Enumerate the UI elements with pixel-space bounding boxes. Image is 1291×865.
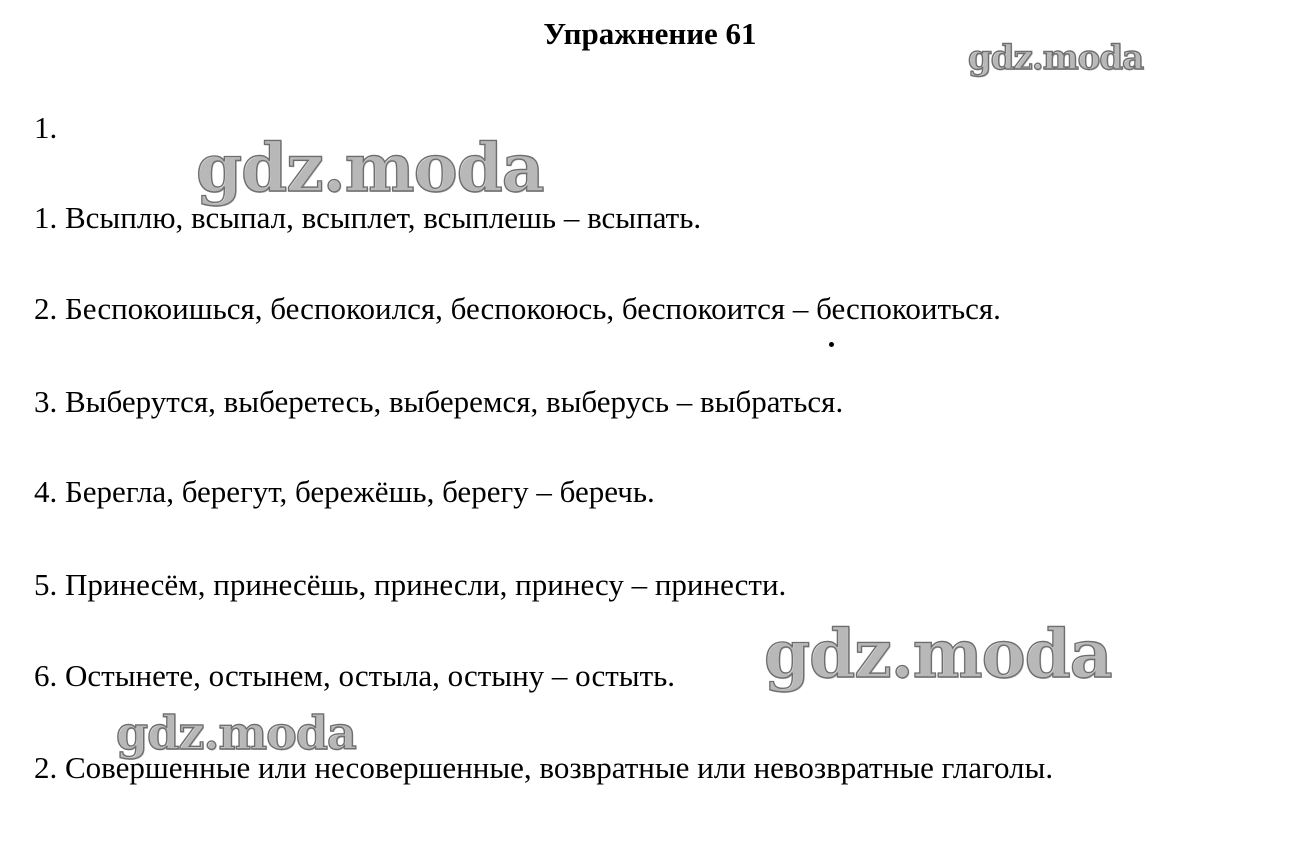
page-title: Упражнение 61	[543, 16, 757, 51]
part-2-answer: 2. Совершенные или несовершенные, возвратные или невозвратные глаголы.	[34, 750, 1054, 785]
watermark-logo: gdz.moda	[196, 129, 544, 207]
answer-item-4: 4. Берегла, берегут, бережёшь, берегу – беречь.	[34, 474, 655, 509]
answer-item-6: 6. Остынете, остынем, остыла, остыну – остыть.	[34, 658, 676, 693]
stray-dot	[829, 342, 834, 347]
watermark-logo: gdz.moda	[116, 706, 356, 760]
answer-item-2: 2. Беспокоишься, беспокоился, беспокоюсь, беспокоится – беспокоиться.	[34, 291, 1001, 326]
answer-item-3: 3. Выберутся, выберетесь, выберемся, выберусь – выбраться.	[34, 384, 844, 419]
watermark-logo: gdz.moda	[968, 38, 1144, 78]
watermark-logo: gdz.moda	[764, 615, 1112, 693]
answer-item-1: 1. Всыплю, всыпал, всыплет, всыплешь – всыпать.	[34, 200, 702, 235]
answer-item-5: 5. Принесём, принесёшь, принесли, принесу – принести.	[34, 567, 787, 602]
part-1-number: 1.	[34, 110, 58, 145]
